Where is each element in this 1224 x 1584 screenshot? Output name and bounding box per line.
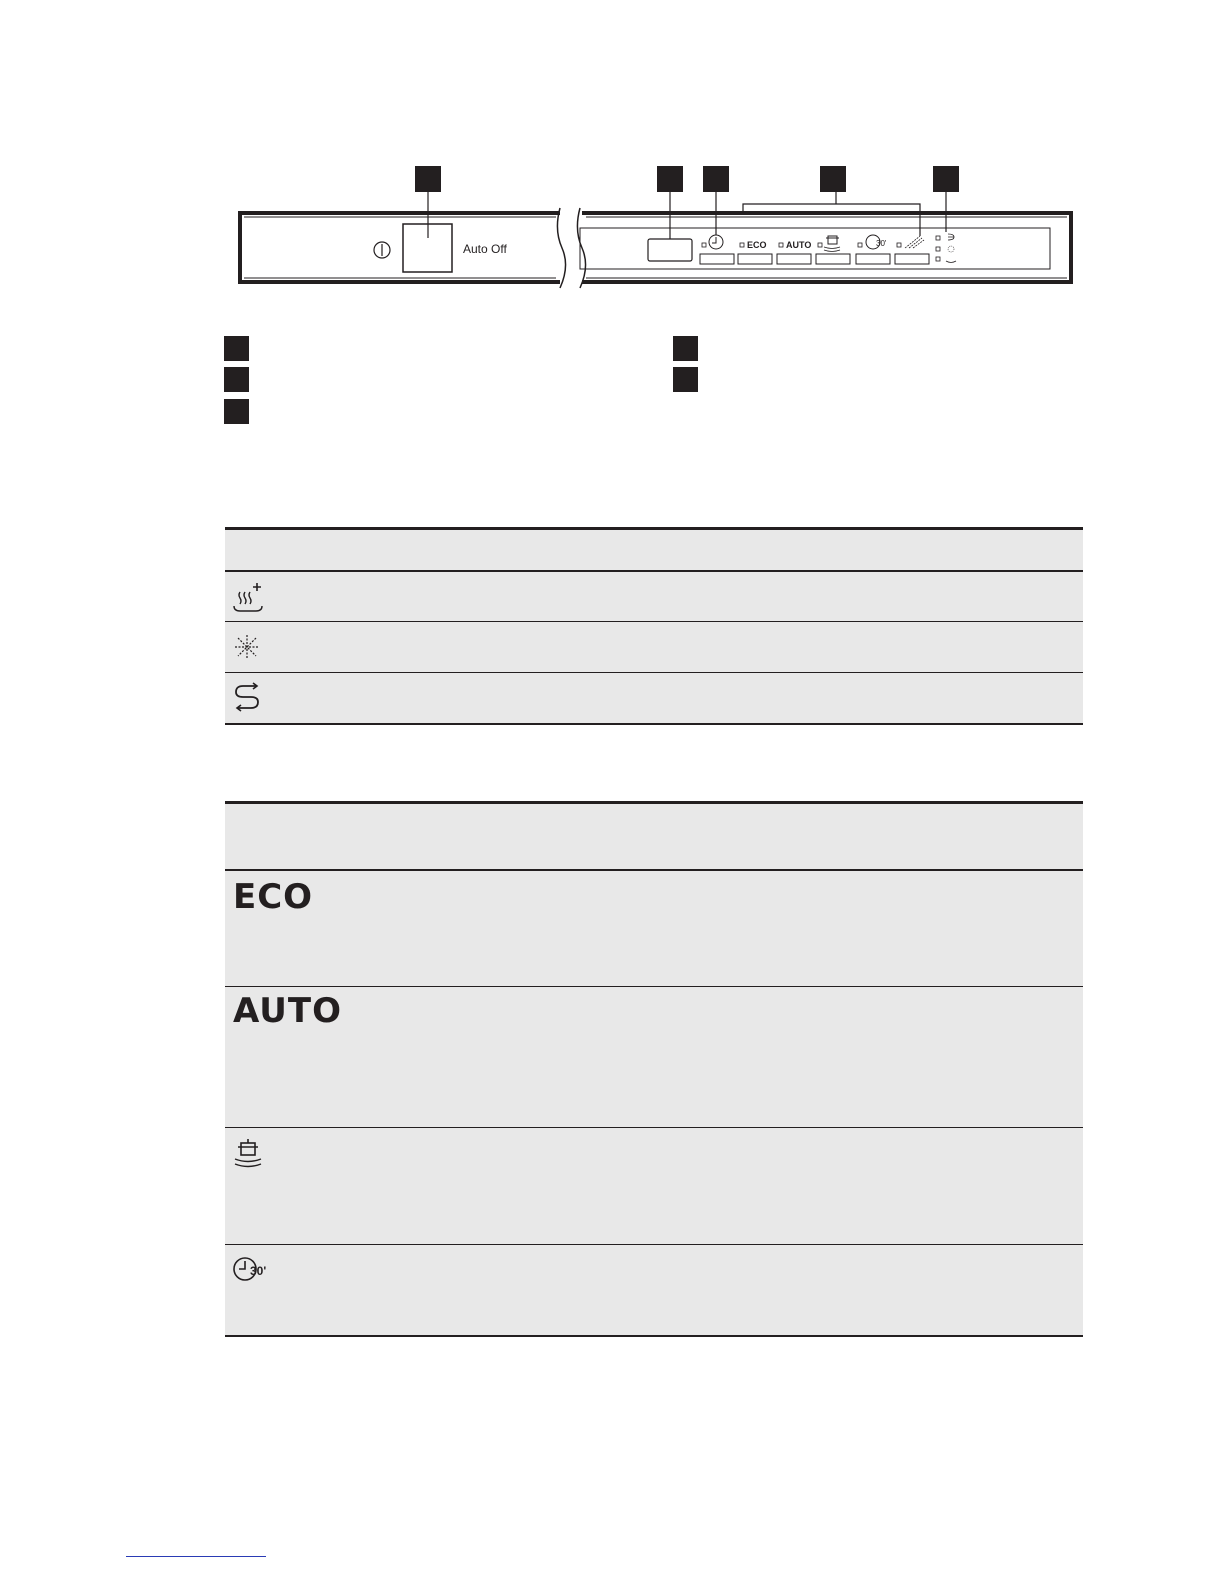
quick-30-minute-icon [231, 1253, 271, 1285]
pot-pan-icon [824, 236, 840, 252]
pot-pan-intensive-icon [231, 1136, 267, 1170]
indicator-icons-small [946, 234, 956, 263]
programme-table [225, 801, 1083, 1337]
indicator-table-header [225, 527, 1083, 572]
indicator-row-extra-dry [225, 572, 1083, 622]
rinse-aid-sparkle-icon [231, 632, 263, 662]
programme-row-eco [225, 871, 1083, 987]
svg-text:30': 30' [250, 1264, 267, 1278]
legend-marker-4 [673, 336, 698, 361]
extra-dry-steam-icon [231, 580, 267, 614]
indicator-table [225, 527, 1083, 725]
power-symbol-icon [374, 242, 390, 258]
callout-1 [415, 166, 441, 192]
programme-table-header [225, 801, 1083, 871]
legend-marker-1 [224, 336, 249, 361]
callout-4 [820, 166, 846, 192]
auto-programme-label: AUTO [233, 991, 342, 1031]
legend-marker-5 [673, 367, 698, 392]
auto-off-label: Auto Off [463, 242, 507, 256]
delay-start-icon [709, 235, 723, 249]
programme-row-30min [225, 1245, 1083, 1337]
indicator-row-rinse-aid [225, 622, 1083, 673]
callout-5 [933, 166, 959, 192]
eco-programme-label: ECO [233, 877, 314, 917]
legend-marker-3 [224, 399, 249, 424]
eco-button-label: ECO [747, 240, 767, 250]
indicator-row-end [225, 673, 1083, 725]
programme-row-pot [225, 1128, 1083, 1245]
quick-30-icon [866, 235, 887, 249]
programme-row-auto [225, 987, 1083, 1128]
end-cycle-arrows-icon [231, 681, 263, 713]
svg-text:30': 30' [876, 239, 887, 248]
legend-marker-2 [224, 367, 249, 392]
callout-3 [703, 166, 729, 192]
auto-button-label: AUTO [786, 240, 812, 250]
control-panel-diagram [230, 160, 1080, 300]
footer-link-line [126, 1556, 266, 1557]
extra-hygiene-icon [905, 236, 924, 248]
callout-2 [657, 166, 683, 192]
